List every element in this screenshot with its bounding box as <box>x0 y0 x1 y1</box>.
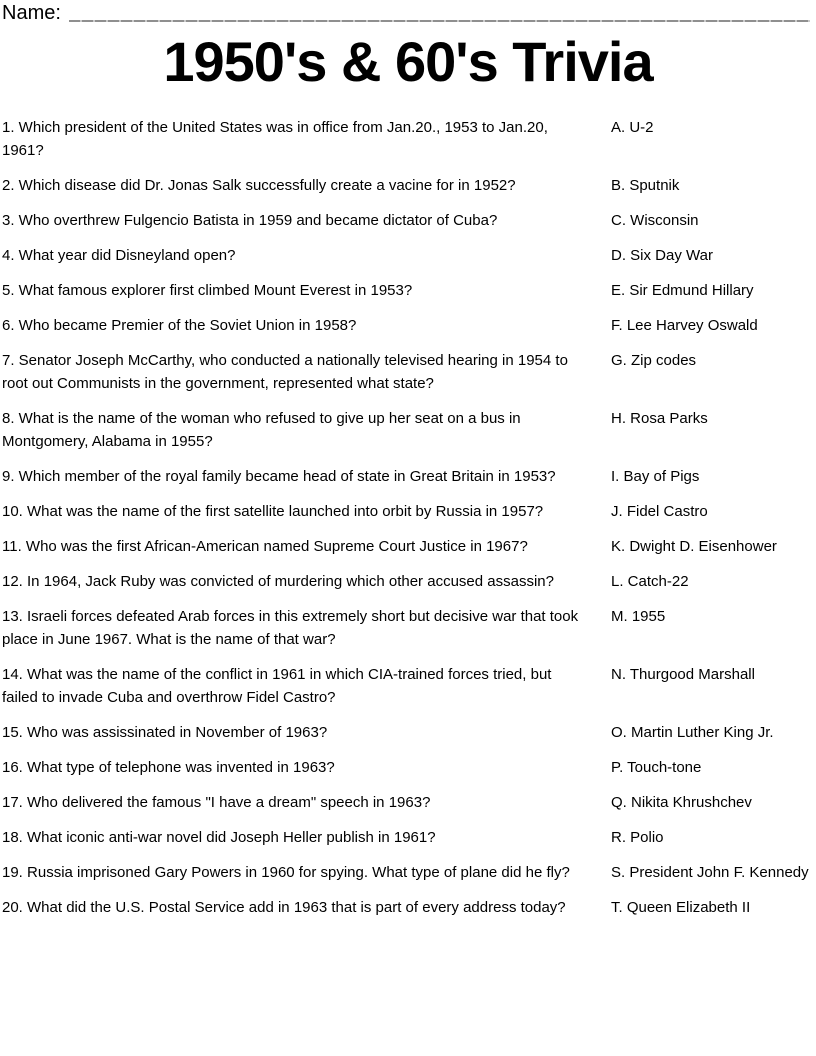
question-text: 12. In 1964, Jack Ruby was convicted of murdering which other accused assassin? <box>2 573 554 590</box>
question-text: 9. Which member of the royal family became head of state in Great Britain in 1953? <box>2 468 556 485</box>
name-fill-in-line <box>69 20 810 22</box>
trivia-row-2 <box>2 174 816 197</box>
answer-option: R. Polio <box>611 829 664 846</box>
trivia-row-20 <box>2 896 816 919</box>
question-text: 4. What year did Disneyland open? <box>2 247 236 264</box>
trivia-row-12 <box>2 570 816 593</box>
question-text: 17. Who delivered the famous "I have a dream" speech in 1963? <box>2 794 431 811</box>
answer-option: F. Lee Harvey Oswald <box>611 317 758 334</box>
page-title: 1950's & 60's Trivia <box>163 30 653 93</box>
answer-option: K. Dwight D. Eisenhower <box>611 538 777 555</box>
trivia-row-3 <box>2 209 816 232</box>
answer-option: D. Six Day War <box>611 247 713 264</box>
trivia-row-11 <box>2 535 816 558</box>
trivia-row-14 <box>2 663 816 709</box>
trivia-row-17 <box>2 791 816 814</box>
answer-option: J. Fidel Castro <box>611 503 708 520</box>
trivia-row-13 <box>2 605 816 651</box>
trivia-row-1 <box>2 116 816 162</box>
question-text: 20. What did the U.S. Postal Service add in 1963 that is part of every address today? <box>2 899 566 916</box>
answer-option: O. Martin Luther King Jr. <box>611 724 774 741</box>
question-text: 16. What type of telephone was invented in 1963? <box>2 759 335 776</box>
question-text: 18. What iconic anti-war novel did Joseph Heller publish in 1961? <box>2 829 436 846</box>
question-text: 3. Who overthrew Fulgencio Batista in 1959 and became dictator of Cuba? <box>2 212 498 229</box>
trivia-row-6 <box>2 314 816 337</box>
question-text: 1. Which president of the United States was in office from Jan.20., 1953 to Jan.20, 1961? <box>2 119 548 159</box>
trivia-row-7 <box>2 349 816 395</box>
question-text: 10. What was the name of the first satellite launched into orbit by Russia in 1957? <box>2 503 544 520</box>
name-header <box>0 0 816 24</box>
answer-option: L. Catch-22 <box>611 573 689 590</box>
question-text: 8. What is the name of the woman who refused to give up her seat on a bus in Montgomery, Alabama in 1955? <box>2 410 521 450</box>
answer-option: H. Rosa Parks <box>611 410 708 427</box>
question-text: 7. Senator Joseph McCarthy, who conducted a nationally televised hearing in 1954 to root out Communists in the government, represented what state? <box>2 352 568 392</box>
question-text: 5. What famous explorer first climbed Mount Everest in 1953? <box>2 282 413 299</box>
trivia-row-16 <box>2 756 816 779</box>
answer-option: B. Sputnik <box>611 177 680 194</box>
answer-option: S. President John F. Kennedy <box>611 864 809 881</box>
trivia-row-4 <box>2 244 816 267</box>
answer-option: P. Touch-tone <box>611 759 702 776</box>
trivia-row-8 <box>2 407 816 453</box>
trivia-row-5 <box>2 279 816 302</box>
trivia-row-15 <box>2 721 816 744</box>
question-text: 15. Who was assissinated in November of 1963? <box>2 724 328 741</box>
answer-option: Q. Nikita Khrushchev <box>611 794 752 811</box>
answer-option: M. 1955 <box>611 608 666 625</box>
answer-option: A. U-2 <box>611 119 654 136</box>
trivia-row-10 <box>2 500 816 523</box>
question-text: 2. Which disease did Dr. Jonas Salk successfully create a vacine for in 1952? <box>2 177 516 194</box>
trivia-matching-list <box>0 116 816 919</box>
question-text: 11. Who was the first African-American named Supreme Court Justice in 1967? <box>2 538 528 555</box>
answer-option: G. Zip codes <box>611 352 697 369</box>
answer-option: I. Bay of Pigs <box>611 468 700 485</box>
trivia-row-9 <box>2 465 816 488</box>
answer-option: T. Queen Elizabeth II <box>611 899 751 916</box>
trivia-row-18 <box>2 826 816 849</box>
answer-option: N. Thurgood Marshall <box>611 666 755 683</box>
answer-option: C. Wisconsin <box>611 212 699 229</box>
name-label: Name: <box>2 2 61 24</box>
question-text: 13. Israeli forces defeated Arab forces in this extremely short but decisive war that took place in June 1967. What is the name of that war? <box>2 608 579 648</box>
question-text: 19. Russia imprisoned Gary Powers in 1960 for spying. What type of plane did he fly? <box>2 864 570 881</box>
question-text: 14. What was the name of the conflict in 1961 in which CIA-trained forces tried, but failed to invade Cuba and overthrow Fidel Castro? <box>2 666 552 706</box>
trivia-row-19 <box>2 861 816 884</box>
question-text: 6. Who became Premier of the Soviet Union in 1958? <box>2 317 357 334</box>
answer-option: E. Sir Edmund Hillary <box>611 282 754 299</box>
